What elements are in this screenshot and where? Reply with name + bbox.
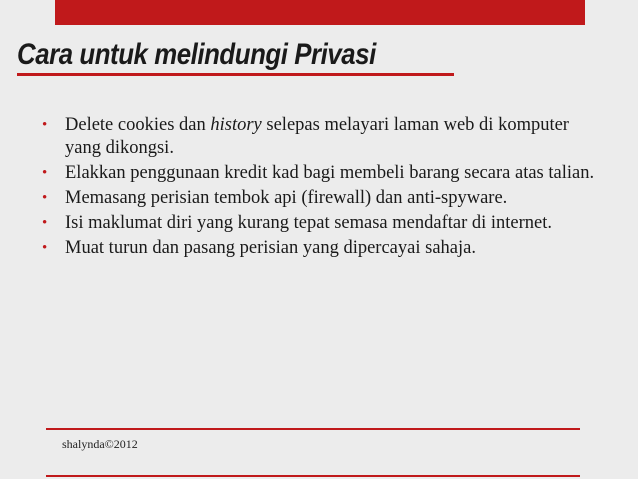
bullet-text: Muat turun dan pasang perisian yang dipercayai sahaja. xyxy=(65,238,476,258)
top-accent-bar xyxy=(55,0,585,25)
bullet-icon: • xyxy=(42,215,48,231)
bullet-text-italic: history xyxy=(210,115,262,135)
bullet-icon: • xyxy=(42,190,48,206)
bullet-text-start: Delete cookies dan xyxy=(65,115,211,135)
bullet-item xyxy=(42,212,602,235)
bullet-item xyxy=(42,162,602,185)
bullet-text-end: selepas melayari laman web di komputer yang dikongsi. xyxy=(65,115,569,158)
bullet-icon: • xyxy=(42,117,48,133)
bullet-text: Elakkan penggunaan kredit kad bagi membeli barang secara atas talian. xyxy=(65,163,595,183)
bullet-item xyxy=(42,114,602,160)
bullet-text: Isi maklumat diri yang kurang tepat semasa mendaftar di internet. xyxy=(65,213,553,233)
bullet-item xyxy=(42,237,602,260)
bullet-list xyxy=(42,114,602,262)
slide-title: Cara untuk melindungi Privasi xyxy=(17,38,376,71)
footer-copyright: shalynda©2012 xyxy=(62,437,138,451)
footer-divider-bottom xyxy=(46,475,580,477)
bullet-icon: • xyxy=(42,165,48,181)
footer-divider-top xyxy=(46,428,580,430)
bullet-text: Memasang perisian tembok api (firewall) dan anti-spyware. xyxy=(65,188,508,208)
bullet-item xyxy=(42,187,602,210)
bullet-icon: • xyxy=(42,240,48,256)
title-underline xyxy=(17,73,454,76)
